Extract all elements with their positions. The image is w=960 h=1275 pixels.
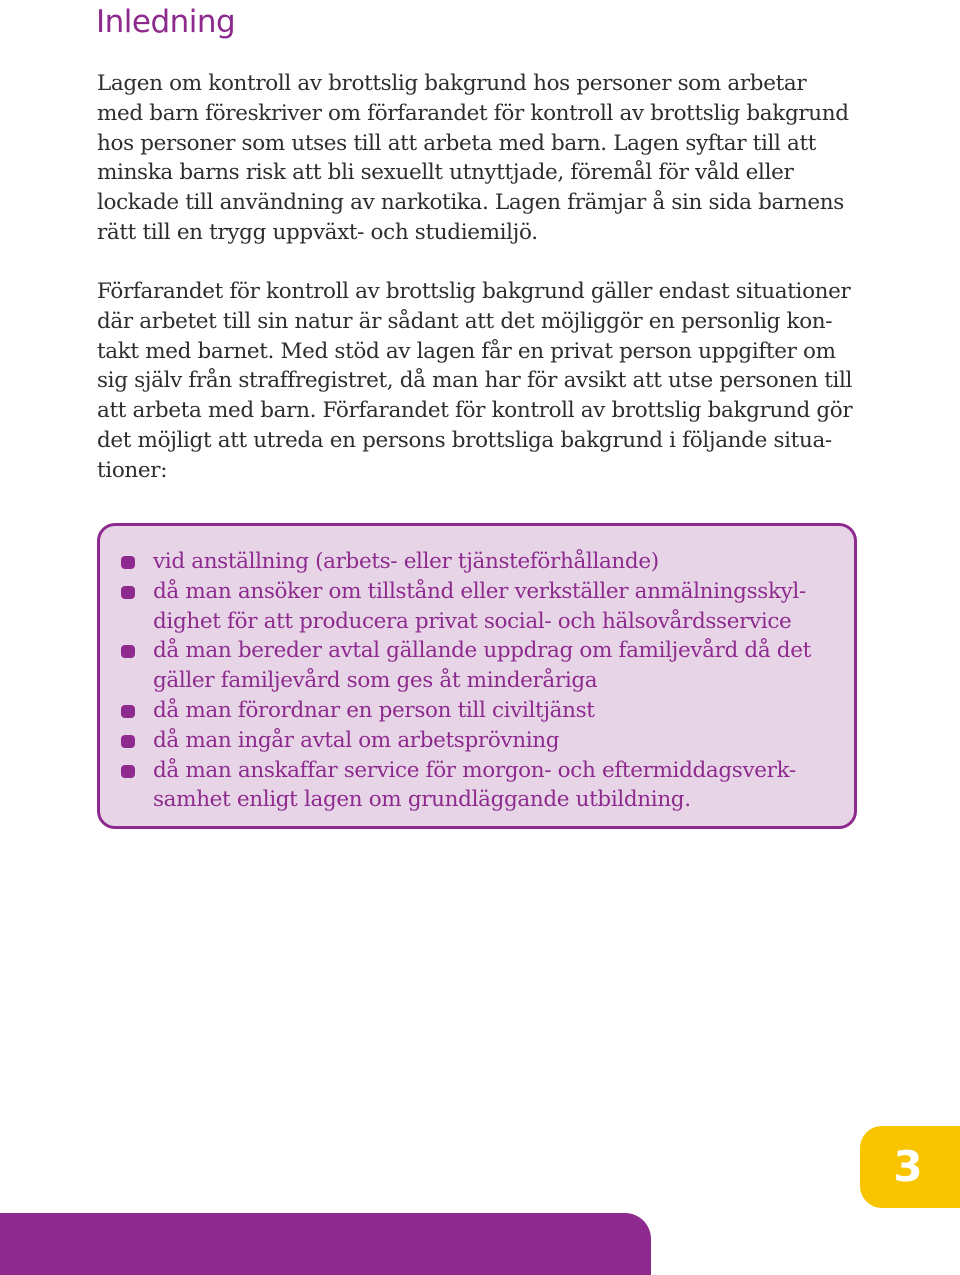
situation-item: [100, 756, 811, 816]
paragraph-line: sig själv från straffregistret, då man har för avsikt att utse personen till: [97, 368, 853, 394]
situation-line: då man bereder avtal gällande uppdrag om familjevård då det: [153, 638, 811, 664]
paragraph-line: takt med barnet. Med stöd av lagen får en privat person uppgifter om: [97, 338, 836, 364]
page-number: 3: [893, 1142, 923, 1191]
bullet-icon: [121, 765, 135, 778]
situation-line: då man ansöker om tillstånd eller verkställer anmälningsskyl-: [153, 578, 806, 604]
situations-box: [97, 523, 857, 829]
paragraph-line: rätt till en trygg uppväxt- och studiemiljö.: [97, 219, 538, 245]
situation-item: [100, 726, 811, 756]
situation-line: då man anskaffar service för morgon- och eftermiddagsverk-: [153, 757, 796, 783]
bullet-icon: [121, 705, 135, 718]
situation-item: [100, 547, 811, 577]
page-heading: Inledning: [96, 4, 236, 40]
situation-line: samhet enligt lagen om grundläggande utbildning.: [153, 787, 691, 813]
bullet-icon: [121, 556, 135, 569]
page-number-tab: [860, 1126, 960, 1208]
situation-line: vid anställning (arbets- eller tjänsteförhållande): [153, 549, 659, 574]
footer-bar: [0, 1213, 651, 1275]
bullet-icon: [121, 586, 135, 599]
paragraph-line: Förfarandet för kontroll av brottslig bakgrund gäller endast situationer: [97, 279, 851, 304]
situation-item: [100, 577, 811, 637]
paragraph-line: Lagen om kontroll av brottslig bakgrund hos personer som arbetar: [97, 71, 807, 96]
paragraph-line: att arbeta med barn. Förfarandet för kontroll av brottslig bakgrund gör: [97, 398, 853, 424]
bullet-icon: [121, 735, 135, 748]
bullet-icon: [121, 645, 135, 658]
paragraph-line: lockade till användning av narkotika. Lagen främjar å sin sida barnens: [97, 190, 844, 216]
paragraph-line: med barn föreskriver om förfarandet för kontroll av brottslig bakgrund: [97, 100, 849, 126]
situation-line: då man ingår avtal om arbetsprövning: [153, 727, 560, 753]
paragraph-line: hos personer som utses till att arbeta med barn. Lagen syftar till att: [97, 130, 817, 156]
situation-line: dighet för att producera privat social- och hälsovårdsservice: [153, 608, 792, 634]
situation-line: då man förordnar en person till civiltjänst: [153, 697, 595, 723]
intro-paragraph: [97, 69, 877, 248]
paragraph-line: det möjligt att utreda en persons brottsliga bakgrund i följande situa-: [97, 427, 832, 453]
situations-list: [100, 547, 811, 815]
situation-item: [100, 636, 811, 696]
procedure-paragraph: [97, 277, 877, 486]
paragraph-line: där arbetet till sin natur är sådant att det möjliggör en personlig kon-: [97, 308, 833, 334]
paragraph-line: tioner:: [97, 457, 168, 483]
situation-item: [100, 696, 811, 726]
paragraph-line: minska barns risk att bli sexuellt utnyttjade, föremål för våld eller: [97, 160, 794, 186]
situation-line: gäller familjevård som ges åt minderåriga: [153, 668, 598, 694]
